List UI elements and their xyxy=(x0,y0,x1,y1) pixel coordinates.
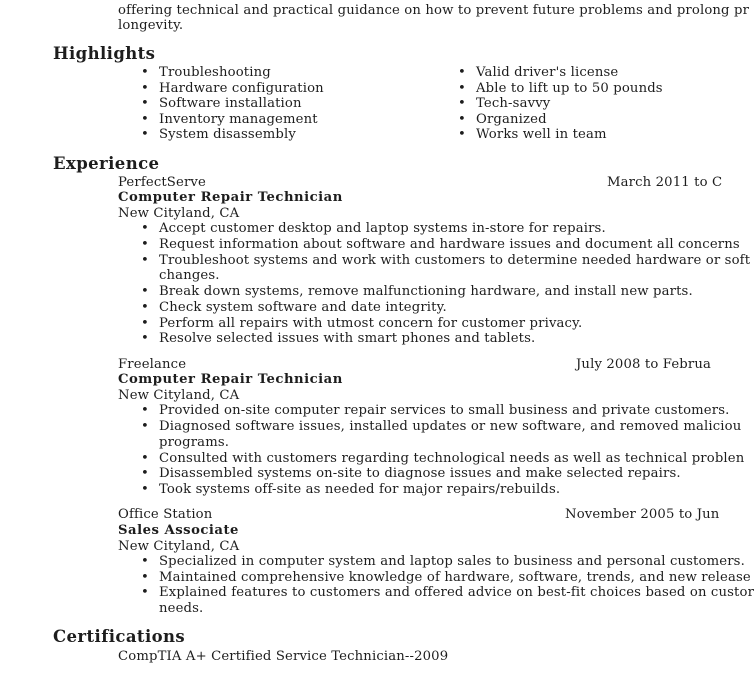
job-role: Computer Repair Technician xyxy=(118,372,343,387)
job-bullet-continuation: needs. xyxy=(159,601,204,616)
intro-line-2: longevity. xyxy=(118,18,184,33)
job-dates: November 2005 to Jun xyxy=(565,507,720,522)
job-bullet: • Disassembled systems on-site to diagnose issues and make selected repairs. xyxy=(159,466,681,482)
experience-heading: Experience xyxy=(53,154,160,173)
highlight-item: • Works well in team xyxy=(476,127,607,143)
job-dates: July 2008 to Februa xyxy=(576,357,712,372)
job-bullet: • Check system software and date integrity. xyxy=(159,300,447,316)
job-role: Computer Repair Technician xyxy=(118,190,343,205)
job-bullet: • Request information about software and hardware issues and document all concerns xyxy=(159,237,740,253)
highlight-item: • Hardware configuration xyxy=(159,81,324,97)
job-location: New Cityland, CA xyxy=(118,388,240,403)
highlight-item: • Troubleshooting xyxy=(159,65,271,81)
job-company: PerfectServe xyxy=(118,175,206,190)
job-bullet: • Troubleshoot systems and work with customers to determine needed hardware or soft xyxy=(159,253,750,269)
job-bullet: • Specialized in computer system and laptop sales to business and personal customers. xyxy=(159,554,745,570)
job-dates: March 2011 to C xyxy=(607,175,723,190)
job-location: New Cityland, CA xyxy=(118,539,240,554)
highlight-item: • Tech-savvy xyxy=(476,96,550,112)
job-bullet: • Resolve selected issues with smart phones and tablets. xyxy=(159,331,535,347)
job-company: Freelance xyxy=(118,357,187,372)
job-bullet: • Explained features to customers and offered advice on best-fit choices based on custor xyxy=(159,585,754,601)
highlight-item: • Software installation xyxy=(159,96,302,112)
job-role: Sales Associate xyxy=(118,523,239,538)
job-bullet-continuation: changes. xyxy=(159,268,220,283)
job-bullet: • Perform all repairs with utmost concern for customer privacy. xyxy=(159,316,582,332)
job-bullet-continuation: programs. xyxy=(159,435,230,450)
job-bullet: • Maintained comprehensive knowledge of hardware, software, trends, and new release xyxy=(159,570,751,586)
highlight-item: • Able to lift up to 50 pounds xyxy=(476,81,663,97)
job-location: New Cityland, CA xyxy=(118,206,240,221)
job-bullet: • Took systems off-site as needed for major repairs/rebuilds. xyxy=(159,482,560,498)
intro-line-1: offering technical and practical guidance on how to prevent future problems and prolong pr xyxy=(118,3,750,18)
job-bullet: • Break down systems, remove malfunctioning hardware, and install new parts. xyxy=(159,284,693,300)
certifications-heading: Certifications xyxy=(53,627,186,646)
highlight-item: • Organized xyxy=(476,112,547,128)
highlights-heading: Highlights xyxy=(53,44,156,63)
highlight-item: • System disassembly xyxy=(159,127,296,143)
job-bullet: • Consulted with customers regarding technological needs as well as technical problen xyxy=(159,451,744,467)
job-bullet: • Provided on-site computer repair services to small business and private customers. xyxy=(159,403,729,419)
highlight-item: • Valid driver's license xyxy=(476,65,618,81)
certification-item: CompTIA A+ Certified Service Technician--2009 xyxy=(118,649,449,664)
job-bullet: • Diagnosed software issues, installed updates or new software, and removed maliciou xyxy=(159,419,741,435)
job-company: Office Station xyxy=(118,507,213,522)
job-bullet: • Accept customer desktop and laptop systems in-store for repairs. xyxy=(159,221,606,237)
highlight-item: • Inventory management xyxy=(159,112,318,128)
